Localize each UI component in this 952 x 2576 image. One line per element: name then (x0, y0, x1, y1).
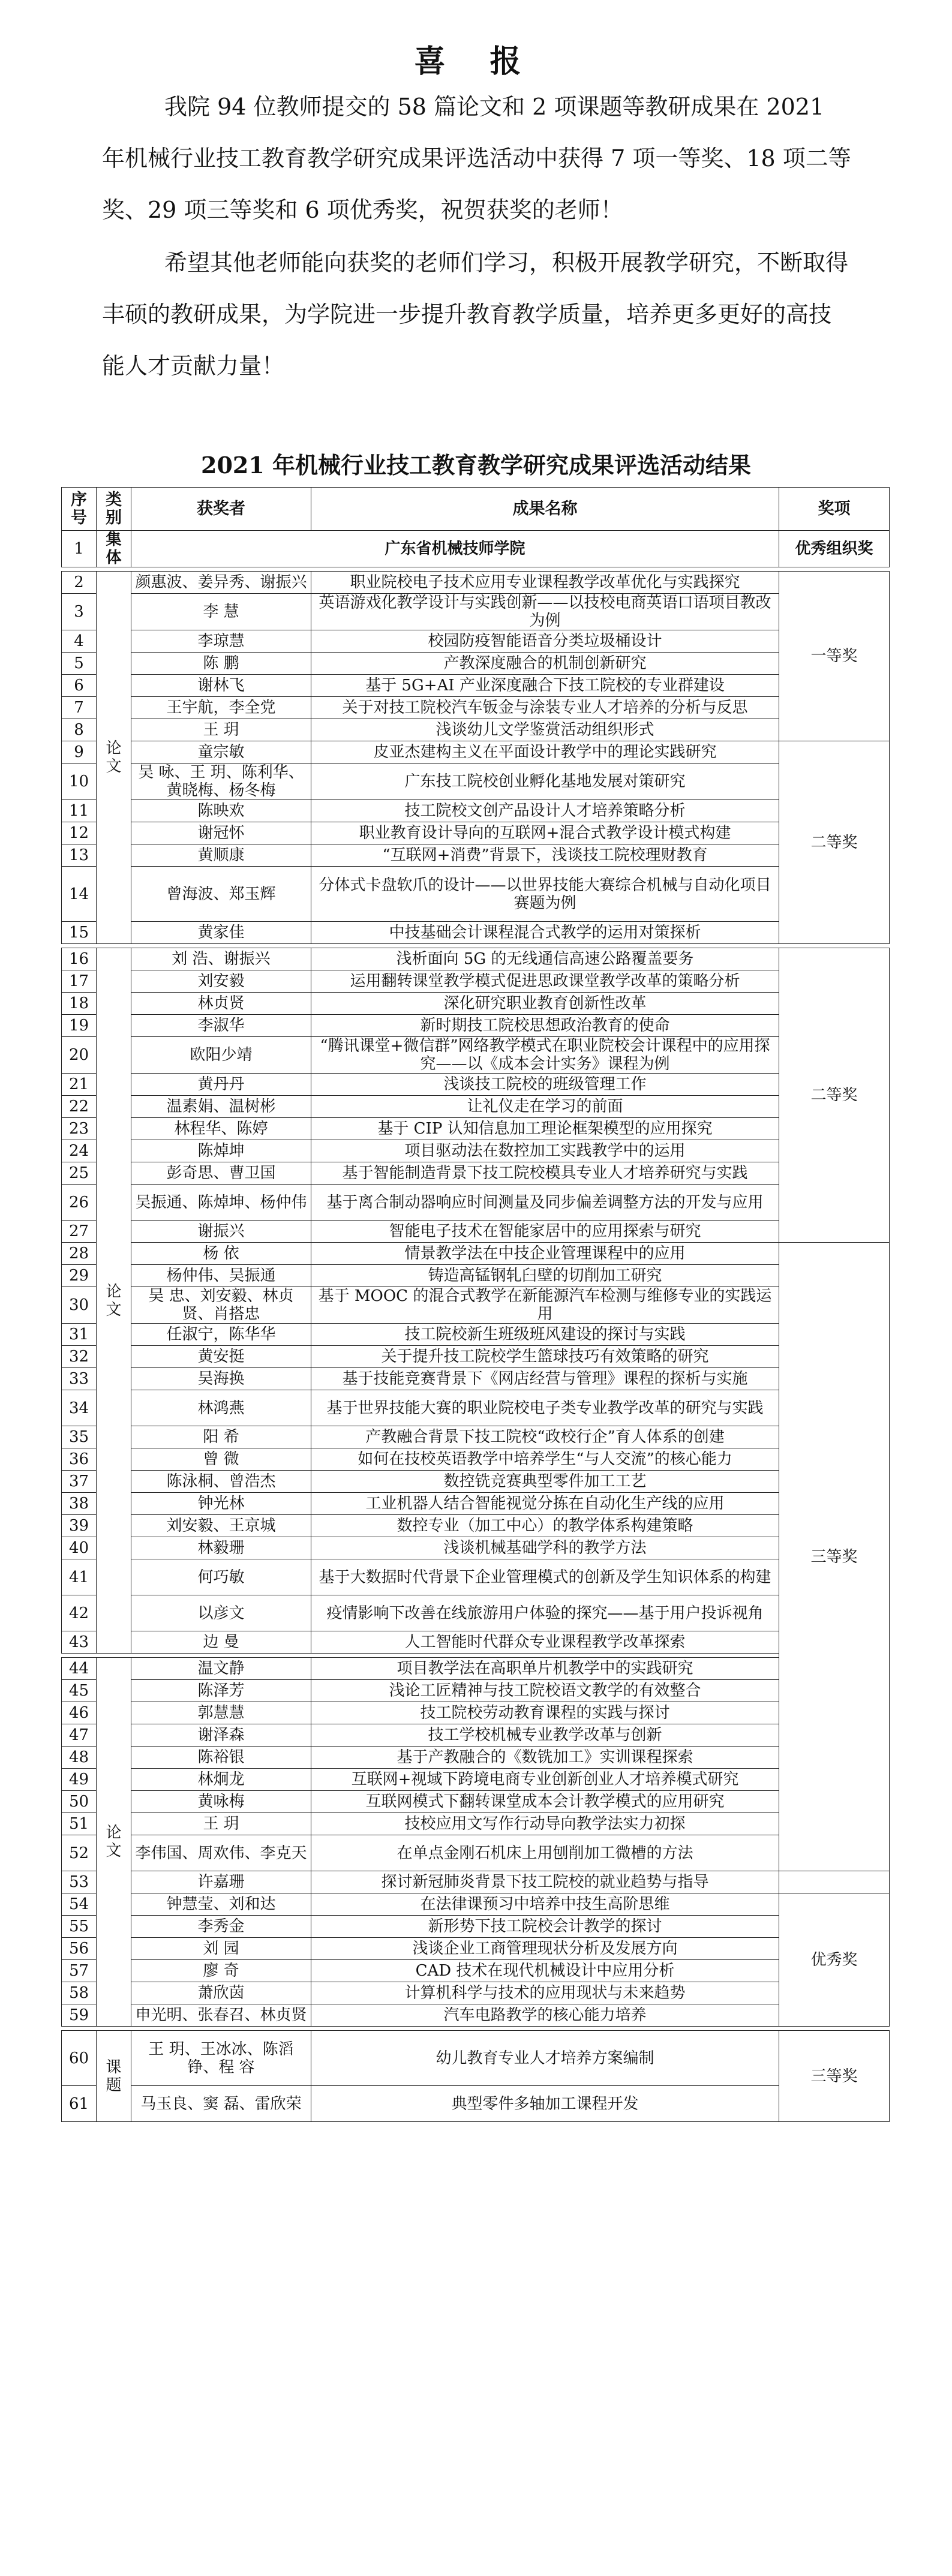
cell-winner: 黄丹丹 (131, 1074, 311, 1096)
cell-winner: 陈焯坤 (131, 1140, 311, 1162)
cell-winner: 吴振通、陈焯坤、杨仲伟 (131, 1185, 311, 1221)
cell-result: CAD 技术在现代机械设计中应用分析 (311, 1960, 779, 1982)
cell-winner: 林炯龙 (131, 1769, 311, 1791)
cell-result: 技校应用文写作行动导向教学法实力初探 (311, 1813, 779, 1835)
cell-no: 17 (62, 970, 97, 993)
table-row (62, 594, 890, 630)
section-separator (62, 567, 890, 572)
cell-no: 8 (62, 719, 97, 741)
table-row (62, 630, 890, 653)
cell-no: 39 (62, 1515, 97, 1537)
section-separator-cell (62, 2027, 890, 2031)
paragraph-intro-text: 我院 94 位教师提交的 58 篇论文和 2 项课题等教研成果在 2021 年机械行业技工教育教学研究成果评选活动中获得 7 项一等奖、18 项二等奖、29 项三等奖和 6 项优秀奖，祝贺获奖的老师！ (102, 94, 851, 223)
cell-no: 44 (62, 1658, 97, 1680)
cell-result: 分体式卡盘软爪的设计——以世界技能大赛综合机械与自动化项目赛题为例 (311, 867, 779, 922)
cell-winner: 王 玥 (131, 1813, 311, 1835)
cell-winner: 杨 依 (131, 1243, 311, 1265)
cell-award: 一等奖 (779, 572, 890, 741)
cell-result: 如何在技校英语教学中培养学生“与人交流”的核心能力 (311, 1448, 779, 1471)
cell-winner: 李伟国、周欢伟、李克天 (131, 1835, 311, 1871)
table-row (62, 1559, 890, 1595)
section-separator (62, 944, 890, 948)
cell-no: 22 (62, 1096, 97, 1118)
cell-result: 浅谈机械基础学科的教学方法 (311, 1537, 779, 1559)
table-row (62, 1871, 890, 1893)
cell-result: 基于智能制造背景下技工院校模具专业人才培养研究与实践 (311, 1162, 779, 1185)
table-row (62, 2004, 890, 2027)
cell-winner: 吴 咏、王 玥、陈利华、黄晓梅、杨冬梅 (131, 764, 311, 800)
cell-result: 汽车电路教学的核心能力培养 (311, 2004, 779, 2027)
cell-no: 14 (62, 867, 97, 922)
table-row (62, 1493, 890, 1515)
cell-winner: 阳 希 (131, 1426, 311, 1448)
cell-winner: 谢振兴 (131, 1221, 311, 1243)
cell-no: 35 (62, 1426, 97, 1448)
cell-winner: 陈 鹏 (131, 653, 311, 675)
cell-award: 优秀组织奖 (779, 531, 890, 567)
cell-no: 41 (62, 1559, 97, 1595)
cell-result: 新时期技工院校思想政治教育的使命 (311, 1015, 779, 1037)
table-row (62, 1724, 890, 1747)
table-row (62, 1680, 890, 1702)
table-row (62, 993, 890, 1015)
cell-winner: 童宗敏 (131, 741, 311, 764)
table-row (62, 1015, 890, 1037)
cell-winner: 刘安毅 (131, 970, 311, 993)
cell-no: 53 (62, 1871, 97, 1893)
cell-winner: 王 玥、王冰冰、陈滔铮、程 容 (131, 2031, 311, 2086)
table-row (62, 867, 890, 922)
table-row (62, 741, 890, 764)
cell-result: 基于大数据时代背景下企业管理模式的创新及学生知识体系的构建 (311, 1559, 779, 1595)
cell-result: 基于 CIP 认知信息加工理论框架模型的应用探究 (311, 1118, 779, 1140)
cell-result: “腾讯课堂+微信群”网络教学模式在职业院校会计课程中的应用探究——以《成本会计实务》课程为例 (311, 1037, 779, 1074)
cell-result: 校园防疫智能语音分类垃圾桶设计 (311, 630, 779, 653)
cell-result: 技工院校新生班级班风建设的探讨与实践 (311, 1324, 779, 1346)
cell-winner: 钟光林 (131, 1493, 311, 1515)
cell-winner: 杨仲伟、吴振通 (131, 1265, 311, 1287)
table-row (62, 1982, 890, 2004)
cell-result: 铸造高锰钢轧臼壁的切削加工研究 (311, 1265, 779, 1287)
cell-winner: 陈裕银 (131, 1747, 311, 1769)
cell-no: 13 (62, 844, 97, 867)
cell-no: 21 (62, 1074, 97, 1096)
cell-no: 23 (62, 1118, 97, 1140)
cell-winner: 陈泽芳 (131, 1680, 311, 1702)
cell-winner: 王 玥 (131, 719, 311, 741)
cell-winner: 吴海换 (131, 1368, 311, 1390)
cell-no: 3 (62, 594, 97, 630)
table-row (62, 1287, 890, 1324)
cell-no: 61 (62, 2086, 97, 2122)
cell-no: 6 (62, 675, 97, 697)
cell-winner: 刘 园 (131, 1938, 311, 1960)
cell-no: 33 (62, 1368, 97, 1390)
cell-result: 浅谈企业工商管理现状分析及发展方向 (311, 1938, 779, 1960)
cell-winner: 颜惠波、姜异秀、谢振兴 (131, 572, 311, 594)
cell-no: 38 (62, 1493, 97, 1515)
cell-result: 浅论工匠精神与技工院校语文教学的有效整合 (311, 1680, 779, 1702)
cell-no: 34 (62, 1390, 97, 1426)
cell-no: 50 (62, 1791, 97, 1813)
table-row (62, 1346, 890, 1368)
cell-no: 56 (62, 1938, 97, 1960)
cell-result: 互联网+视域下跨境电商专业创新创业人才培养模式研究 (311, 1769, 779, 1791)
cell-result: 运用翻转课堂教学模式促进思政课堂教学改革的策略分析 (311, 970, 779, 993)
cell-result: 计算机科学与技术的应用现状与未来趋势 (311, 1982, 779, 2004)
section-separator-cell (62, 944, 890, 948)
cell-winner: 黄顺康 (131, 844, 311, 867)
table-row (62, 719, 890, 741)
table-row (62, 572, 890, 594)
cell-result: 工业机器人结合智能视觉分拣在自动化生产线的应用 (311, 1493, 779, 1515)
cell-result: 项目驱动法在数控加工实践教学中的运用 (311, 1140, 779, 1162)
cell-no: 55 (62, 1916, 97, 1938)
cell-no: 45 (62, 1680, 97, 1702)
cell-winner: 林贞贤 (131, 993, 311, 1015)
cell-result: 广东技工院校创业孵化基地发展对策研究 (311, 764, 779, 800)
cell-no: 60 (62, 2031, 97, 2086)
header-winner: 获奖者 (131, 488, 311, 531)
cell-no: 31 (62, 1324, 97, 1346)
table-body (62, 531, 890, 2122)
table-row (62, 1471, 890, 1493)
cell-result: 项目教学法在高职单片机教学中的实践研究 (311, 1658, 779, 1680)
paragraph-encouragement-text: 希望其他老师能向获奖的老师们学习，积极开展教学研究，不断取得丰硕的教研成果，为学院进一步提升教育教学质量，培养更多更好的高技能人才贡献力量！ (102, 250, 849, 379)
table-row (62, 1631, 890, 1654)
table-row (62, 1265, 890, 1287)
table-header-row (62, 488, 890, 531)
cell-award: 二等奖 (779, 741, 890, 944)
cell-no: 46 (62, 1702, 97, 1724)
table-row (62, 1791, 890, 1813)
cell-award: 三等奖 (779, 2031, 890, 2122)
cell-result: 技工学校机械专业教学改革与创新 (311, 1724, 779, 1747)
cell-result: 情景教学法在中技企业管理课程中的应用 (311, 1243, 779, 1265)
table-row (62, 653, 890, 675)
cell-no: 7 (62, 697, 97, 719)
cell-no: 27 (62, 1221, 97, 1243)
table-row (62, 1747, 890, 1769)
table-row (62, 1426, 890, 1448)
header-category: 类别 (97, 488, 131, 531)
table-row (62, 1960, 890, 1982)
cell-result: 基于 MOOC 的混合式教学在新能源汽车检测与维修专业的实践运用 (311, 1287, 779, 1324)
cell-no: 10 (62, 764, 97, 800)
cell-no: 11 (62, 800, 97, 822)
cell-result: 技工院校文创产品设计人才培养策略分析 (311, 800, 779, 822)
cell-category: 课题 (97, 2031, 131, 2122)
cell-winner: 郭慧慧 (131, 1702, 311, 1724)
table-row (62, 1893, 890, 1916)
cell-result: 产教融合背景下技工院校“政校行企”育人体系的创建 (311, 1426, 779, 1448)
table-row (62, 800, 890, 822)
cell-winner: 边 曼 (131, 1631, 311, 1654)
cell-result: 职业教育设计导向的互联网+混合式教学设计模式构建 (311, 822, 779, 844)
table-row (62, 1769, 890, 1791)
cell-result: 英语游戏化教学设计与实践创新——以技校电商英语口语项目教改为例 (311, 594, 779, 630)
cell-no: 19 (62, 1015, 97, 1037)
cell-winner: 刘安毅、王京城 (131, 1515, 311, 1537)
cell-winner: 黄家佳 (131, 922, 311, 944)
cell-category: 论文 (97, 572, 131, 944)
cell-result: 基于产教融合的《数铣加工》实训课程探索 (311, 1747, 779, 1769)
cell-result: 浅析面向 5G 的无线通信高速公路覆盖要务 (311, 948, 779, 970)
header-result: 成果名称 (311, 488, 779, 531)
cell-winner: 李秀金 (131, 1916, 311, 1938)
cell-no: 52 (62, 1835, 97, 1871)
cell-result: 技工院校劳动教育课程的实践与探讨 (311, 1702, 779, 1724)
cell-no: 26 (62, 1185, 97, 1221)
header-no: 序号 (62, 488, 97, 531)
cell-winner: 曾 微 (131, 1448, 311, 1471)
cell-winner: 谢冠怀 (131, 822, 311, 844)
table-row (62, 822, 890, 844)
cell-winner: 钟慧莹、刘和达 (131, 1893, 311, 1916)
cell-no: 9 (62, 741, 97, 764)
cell-result: 浅谈技工院校的班级管理工作 (311, 1074, 779, 1096)
cell-no: 20 (62, 1037, 97, 1074)
cell-winner: 黄安挺 (131, 1346, 311, 1368)
cell-result: 深化研究职业教育创新性改革 (311, 993, 779, 1015)
cell-winner: 李淑华 (131, 1015, 311, 1037)
cell-result: 人工智能时代群众专业课程教学改革探索 (311, 1631, 779, 1654)
cell-winner: 温文静 (131, 1658, 311, 1680)
table-row (62, 1037, 890, 1074)
cell-winner: 以彦文 (131, 1595, 311, 1631)
cell-result: 基于离合制动器响应时间测量及同步偏差调整方法的开发与应用 (311, 1185, 779, 1221)
cell-no: 42 (62, 1595, 97, 1631)
cell-winner: 谢泽森 (131, 1724, 311, 1747)
results-table (61, 487, 890, 2122)
section-separator-cell (62, 567, 890, 572)
cell-winner: 许嘉珊 (131, 1871, 311, 1893)
cell-no: 15 (62, 922, 97, 944)
cell-result: 典型零件多轴加工课程开发 (311, 2086, 779, 2122)
table-row (62, 844, 890, 867)
cell-no: 28 (62, 1243, 97, 1265)
cell-winner: 陈泳桐、曾浩杰 (131, 1471, 311, 1493)
table-row (62, 1243, 890, 1265)
cell-no: 43 (62, 1631, 97, 1654)
cell-no: 37 (62, 1471, 97, 1493)
cell-result: 新形势下技工院校会计教学的探讨 (311, 1916, 779, 1938)
cell-no: 40 (62, 1537, 97, 1559)
cell-category: 集体 (97, 531, 131, 567)
section-separator-cell (62, 1654, 890, 1658)
header-award: 奖项 (779, 488, 890, 531)
table-row (62, 1221, 890, 1243)
cell-no: 30 (62, 1287, 97, 1324)
cell-winner: 李琼慧 (131, 630, 311, 653)
table-row (62, 922, 890, 944)
paragraph-intro (102, 81, 852, 236)
table-row (62, 1813, 890, 1835)
cell-winner: 广东省机械技师学院 (131, 531, 779, 567)
cell-award: 二等奖 (779, 948, 890, 1243)
cell-no: 5 (62, 653, 97, 675)
cell-result: 基于 5G+AI 产业深度融合下技工院校的专业群建设 (311, 675, 779, 697)
cell-category: 论文 (97, 1658, 131, 2027)
cell-no: 12 (62, 822, 97, 844)
cell-no: 59 (62, 2004, 97, 2027)
cell-result: 探讨新冠肺炎背景下技工院校的就业趋势与指导 (311, 1871, 779, 1893)
cell-result: 基于世界技能大赛的职业院校电子类专业教学改革的研究与实践 (311, 1390, 779, 1426)
cell-winner: 廖 奇 (131, 1960, 311, 1982)
cell-winner: 申光明、张春召、林贞贤 (131, 2004, 311, 2027)
table-row (62, 1324, 890, 1346)
cell-result: 互联网模式下翻转课堂成本会计教学模式的应用研究 (311, 1791, 779, 1813)
table-row (62, 531, 890, 567)
table-row (62, 1390, 890, 1426)
cell-no: 51 (62, 1813, 97, 1835)
table-row (62, 1515, 890, 1537)
cell-result: 基于技能竞赛背景下《网店经营与管理》课程的探析与实施 (311, 1368, 779, 1390)
cell-result: 让礼仪走在学习的前面 (311, 1096, 779, 1118)
table-row (62, 1074, 890, 1096)
cell-winner: 彭奇思、曹卫国 (131, 1162, 311, 1185)
cell-winner: 黄咏梅 (131, 1791, 311, 1813)
table-row (62, 1185, 890, 1221)
table-row (62, 1096, 890, 1118)
table-row (62, 1368, 890, 1390)
cell-winner: 李 慧 (131, 594, 311, 630)
table-row (62, 1702, 890, 1724)
cell-winner: 林鸿燕 (131, 1390, 311, 1426)
table-row (62, 697, 890, 719)
table-row (62, 2031, 890, 2086)
cell-no: 36 (62, 1448, 97, 1471)
table-row (62, 1916, 890, 1938)
cell-no: 1 (62, 531, 97, 567)
paragraph-encouragement (102, 237, 852, 392)
table-row (62, 764, 890, 800)
cell-no: 57 (62, 1960, 97, 1982)
page-title: 喜 报 (414, 43, 538, 80)
table-row (62, 970, 890, 993)
table-row (62, 675, 890, 697)
cell-no: 58 (62, 1982, 97, 2004)
cell-category: 论文 (97, 948, 131, 1654)
cell-result: 幼儿教育专业人才培养方案编制 (311, 2031, 779, 2086)
cell-result: 智能电子技术在智能家居中的应用探索与研究 (311, 1221, 779, 1243)
cell-winner: 何巧敏 (131, 1559, 311, 1595)
cell-no: 47 (62, 1724, 97, 1747)
cell-winner: 林毅珊 (131, 1537, 311, 1559)
cell-winner: 陈映欢 (131, 800, 311, 822)
table-row (62, 1140, 890, 1162)
cell-winner: 任淑宁，陈华华 (131, 1324, 311, 1346)
table-row (62, 1658, 890, 1680)
table-row (62, 2086, 890, 2122)
cell-winner: 欧阳少靖 (131, 1037, 311, 1074)
table-title: 2021 年机械行业技工教育教学研究成果评选活动结果 (201, 452, 751, 479)
table-row (62, 1448, 890, 1471)
cell-no: 54 (62, 1893, 97, 1916)
table-row (62, 1162, 890, 1185)
cell-result: 疫情影响下改善在线旅游用户体验的探究——基于用户投诉视角 (311, 1595, 779, 1631)
table-row (62, 1118, 890, 1140)
cell-result: 职业院校电子技术应用专业课程教学改革优化与实践探究 (311, 572, 779, 594)
cell-winner: 谢林飞 (131, 675, 311, 697)
cell-winner: 萧欣茵 (131, 1982, 311, 2004)
cell-result: 关于提升技工院校学生篮球技巧有效策略的研究 (311, 1346, 779, 1368)
cell-award: 三等奖 (779, 1243, 890, 1871)
cell-result: 数控铣竞赛典型零件加工工艺 (311, 1471, 779, 1493)
cell-no: 4 (62, 630, 97, 653)
cell-no: 29 (62, 1265, 97, 1287)
cell-result: 关于对技工院校汽车钣金与涂装专业人才培养的分析与反思 (311, 697, 779, 719)
cell-award: 优秀奖 (779, 1893, 890, 2027)
cell-result: 在法律课预习中培养中技生高阶思维 (311, 1893, 779, 1916)
cell-result: 数控专业（加工中心）的教学体系构建策略 (311, 1515, 779, 1537)
cell-no: 32 (62, 1346, 97, 1368)
cell-no: 48 (62, 1747, 97, 1769)
cell-no: 25 (62, 1162, 97, 1185)
cell-result: 中技基础会计课程混合式教学的运用对策探析 (311, 922, 779, 944)
cell-winner: 马玉良、窦 磊、雷欣荣 (131, 2086, 311, 2122)
cell-no: 18 (62, 993, 97, 1015)
section-separator (62, 2027, 890, 2031)
table-row (62, 1595, 890, 1631)
cell-winner: 刘 浩、谢振兴 (131, 948, 311, 970)
cell-result: 在单点金刚石机床上用刨削加工微槽的方法 (311, 1835, 779, 1871)
cell-result: 产教深度融合的机制创新研究 (311, 653, 779, 675)
cell-result: “互联网+消费”背景下，浅谈技工院校理财教育 (311, 844, 779, 867)
table-row (62, 948, 890, 970)
table-row (62, 1835, 890, 1871)
cell-winner: 温素娟、温树彬 (131, 1096, 311, 1118)
table-row (62, 1938, 890, 1960)
cell-result: 皮亚杰建构主义在平面设计教学中的理论实践研究 (311, 741, 779, 764)
cell-winner: 曾海波、郑玉辉 (131, 867, 311, 922)
cell-winner: 王宇航，李全党 (131, 697, 311, 719)
cell-no: 24 (62, 1140, 97, 1162)
cell-result: 浅谈幼儿文学鉴赏活动组织形式 (311, 719, 779, 741)
cell-no: 49 (62, 1769, 97, 1791)
cell-winner: 林程华、陈婷 (131, 1118, 311, 1140)
cell-winner: 吴 忠、刘安毅、林贞贤、肖搭忠 (131, 1287, 311, 1324)
table-row (62, 1537, 890, 1559)
cell-no: 16 (62, 948, 97, 970)
section-separator (62, 1654, 890, 1658)
cell-no: 2 (62, 572, 97, 594)
